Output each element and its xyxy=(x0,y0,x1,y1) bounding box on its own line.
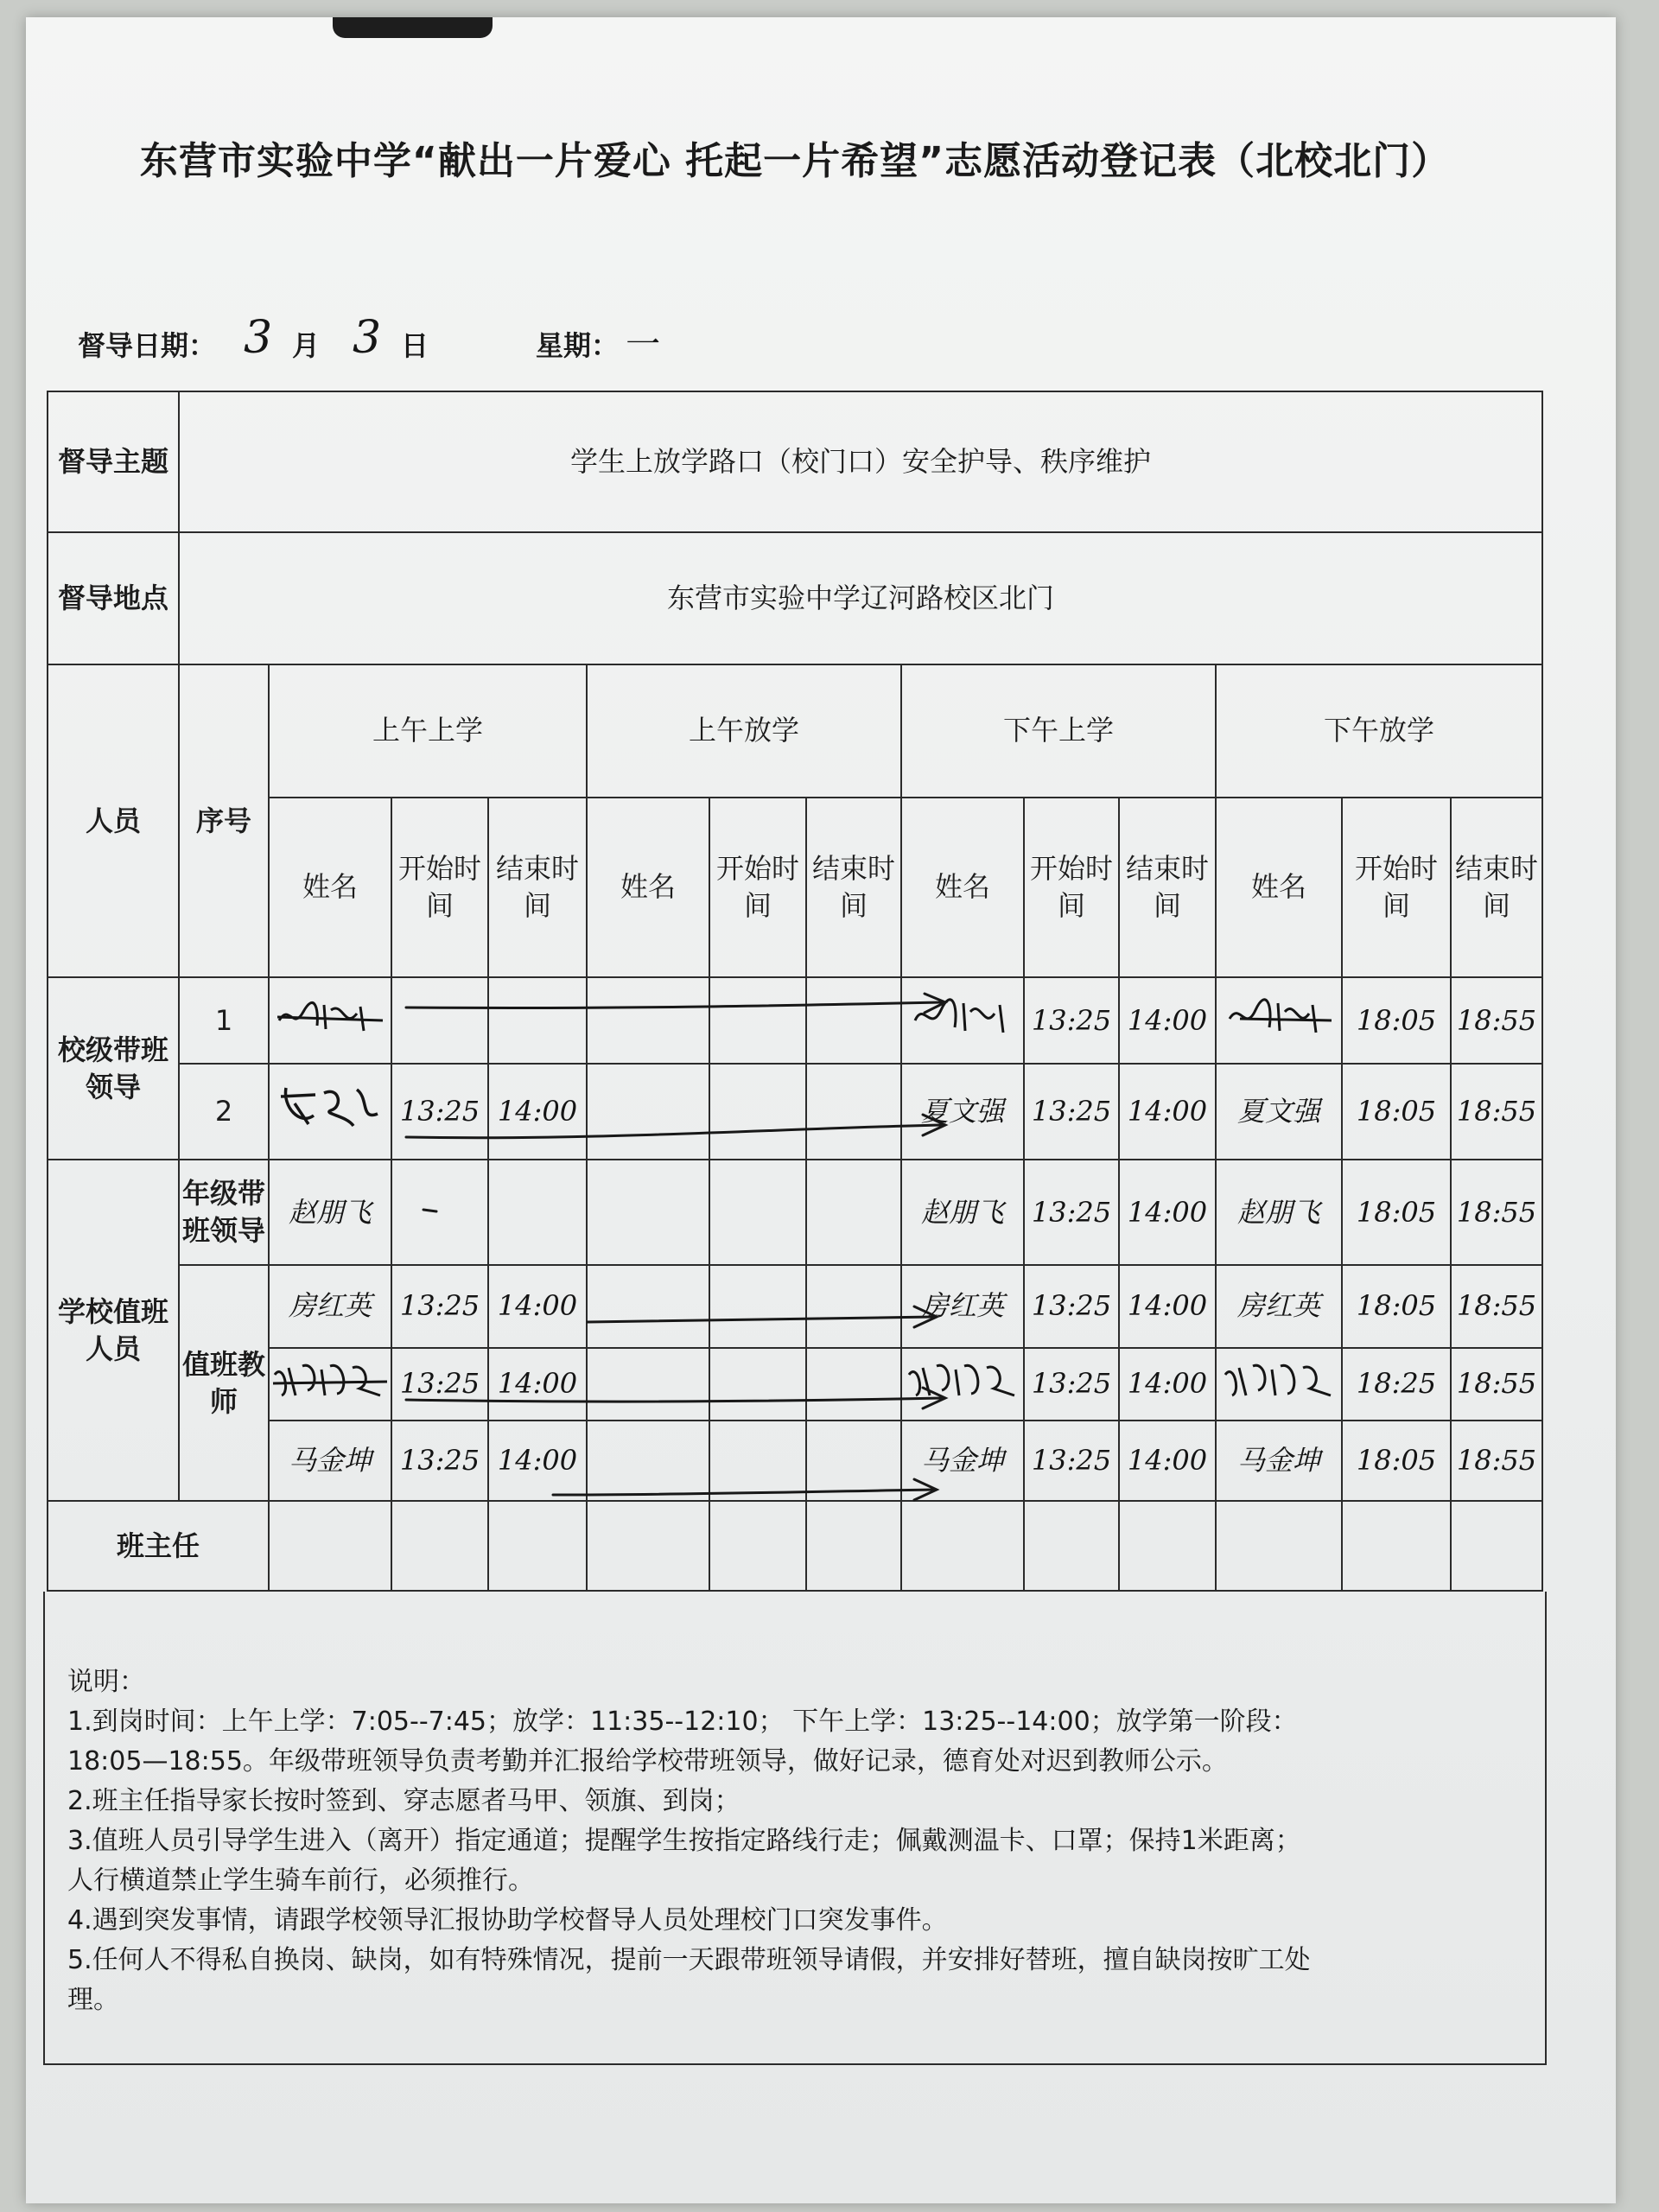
empty-cell xyxy=(709,1501,806,1591)
empty-cell xyxy=(806,1348,901,1421)
time-cell: 13:25 xyxy=(391,1348,488,1421)
time-cell: 13:25 xyxy=(1024,1348,1119,1421)
period-am-out: 上午放学 xyxy=(587,664,901,797)
time-cell: 13:25 xyxy=(1024,977,1119,1063)
signature-cell xyxy=(1216,1348,1342,1421)
time-cell: 14:00 xyxy=(488,1421,587,1501)
month-unit: 月 xyxy=(292,329,321,362)
time-cell xyxy=(391,977,488,1063)
col-name: 姓名 xyxy=(269,798,391,978)
time-cell: 14:00 xyxy=(1119,1064,1216,1160)
empty-cell xyxy=(709,1421,806,1501)
name-cell: 赵朋飞 xyxy=(901,1160,1024,1265)
registration-table xyxy=(47,391,1543,1592)
empty-cell xyxy=(709,1064,806,1160)
duty-staff-label: 学校值班人员 xyxy=(48,1160,179,1501)
name-cell: 房红英 xyxy=(901,1265,1024,1347)
time-cell: 18:55 xyxy=(1451,1064,1542,1160)
grade-leader-label: 年级带班领导 xyxy=(179,1160,269,1265)
handwritten-signature xyxy=(1218,1357,1339,1401)
handwritten-signature xyxy=(1223,995,1335,1038)
empty-cell xyxy=(709,1160,806,1265)
place-value: 东营市实验中学辽河路校区北门 xyxy=(179,532,1542,664)
empty-cell xyxy=(587,977,709,1063)
notes-line: 1.到岗时间：上午上学：7:05--7:45；放学：11:35--12:10； 下午上学：13:25--14:00；放学第一阶段： xyxy=(67,1707,1298,1737)
time-cell: 13:25 xyxy=(391,1064,488,1160)
signature-cell xyxy=(269,977,391,1063)
empty-cell xyxy=(1342,1501,1451,1591)
handwritten-signature xyxy=(906,995,1019,1038)
empty-cell xyxy=(709,1265,806,1347)
time-cell: 14:00 xyxy=(488,1265,587,1347)
empty-cell xyxy=(806,1501,901,1591)
col-start: 开始时间 xyxy=(1024,798,1119,978)
empty-cell xyxy=(806,1421,901,1501)
time-cell: 18:55 xyxy=(1451,1421,1542,1501)
period-pm-in: 下午上学 xyxy=(901,664,1216,797)
col-end: 结束时间 xyxy=(806,798,901,978)
theme-value: 学生上放学路口（校门口）安全护导、秩序维护 xyxy=(179,391,1542,532)
day-unit: 日 xyxy=(401,329,429,362)
time-cell: 14:00 xyxy=(1119,1348,1216,1421)
time-cell: 18:05 xyxy=(1342,1064,1451,1160)
empty-cell xyxy=(587,1265,709,1347)
time-cell: 14:00 xyxy=(1119,1265,1216,1347)
empty-cell xyxy=(391,1501,488,1591)
table-row xyxy=(48,1348,1542,1421)
time-cell: 13:25 xyxy=(1024,1421,1119,1501)
col-start: 开始时间 xyxy=(709,798,806,978)
row-seq: 2 xyxy=(179,1064,269,1160)
homeroom-label: 班主任 xyxy=(48,1501,269,1591)
period-am-in: 上午上学 xyxy=(269,664,587,797)
empty-cell xyxy=(1451,1501,1542,1591)
empty-cell xyxy=(587,1348,709,1421)
date-month: 3 xyxy=(244,312,273,364)
supervision-date-row xyxy=(52,312,1521,367)
time-cell: 14:00 xyxy=(1119,977,1216,1063)
period-pm-out: 下午放学 xyxy=(1216,664,1542,797)
time-cell: 18:05 xyxy=(1342,1160,1451,1265)
table-row xyxy=(48,1421,1542,1501)
empty-cell xyxy=(1216,1501,1342,1591)
time-cell: 13:25 xyxy=(1024,1160,1119,1265)
notes-line: 18:05—18:55。年级带班领导负责考勤并汇报给学校带班领导，做好记录，德育处对迟到教师公示。 xyxy=(67,1746,1228,1777)
personnel-label: 人员 xyxy=(48,664,179,977)
table-row xyxy=(48,1501,1542,1591)
name-cell: 马金坤 xyxy=(901,1421,1024,1501)
notes-line: 4.遇到突发事情，请跟学校领导汇报协助学校督导人员处理校门口突发事件。 xyxy=(67,1905,948,1936)
handwritten-signature xyxy=(274,995,386,1038)
empty-cell xyxy=(1024,1501,1119,1591)
name-cell: 赵朋飞 xyxy=(1216,1160,1342,1265)
form-title: 东营市实验中学“献出一片爱心 托起一片希望”志愿活动登记表（北校北门） xyxy=(139,139,1451,183)
signature-cell xyxy=(269,1064,391,1160)
time-cell: 18:55 xyxy=(1451,1160,1542,1265)
signature-cell xyxy=(1216,977,1342,1063)
time-cell: 13:25 xyxy=(391,1265,488,1347)
name-cell: 房红英 xyxy=(1216,1265,1342,1347)
notes-line: 3.值班人员引导学生进入（离开）指定通道；提醒学生按指定路线行走；佩戴测温卡、口罩；保持1米距离； xyxy=(67,1826,1301,1856)
col-name: 姓名 xyxy=(587,798,709,978)
notes-line: 理。 xyxy=(67,1985,119,2015)
empty-cell xyxy=(806,1064,901,1160)
time-cell: 13:25 xyxy=(1024,1064,1119,1160)
table-row xyxy=(48,977,1542,1063)
duty-teacher-label: 值班教师 xyxy=(179,1265,269,1501)
time-cell xyxy=(488,977,587,1063)
time-cell: 14:00 xyxy=(1119,1160,1216,1265)
col-end: 结束时间 xyxy=(488,798,587,978)
col-end: 结束时间 xyxy=(1451,798,1542,978)
row-seq: 1 xyxy=(179,977,269,1063)
time-cell: 18:55 xyxy=(1451,1265,1542,1347)
time-cell: 13:25 xyxy=(391,1421,488,1501)
notes-heading: 说明： xyxy=(67,1667,145,1697)
empty-cell xyxy=(806,1160,901,1265)
time-cell: 18:55 xyxy=(1451,1348,1542,1421)
seq-label: 序号 xyxy=(179,664,269,977)
time-cell xyxy=(391,1160,488,1265)
name-cell: 马金坤 xyxy=(269,1421,391,1501)
time-cell: 14:00 xyxy=(488,1348,587,1421)
col-start: 开始时间 xyxy=(391,798,488,978)
notes-line: 5.任何人不得私自换岗、缺岗，如有特殊情况，提前一天跟带班领导请假，并安排好替班，擅自缺岗按旷工处 xyxy=(67,1945,1311,1975)
col-name: 姓名 xyxy=(1216,798,1342,978)
time-cell: 18:55 xyxy=(1451,977,1542,1063)
instructions-block xyxy=(43,1592,1547,2065)
empty-cell xyxy=(709,977,806,1063)
signature-cell xyxy=(901,977,1024,1063)
col-start: 开始时间 xyxy=(1342,798,1451,978)
place-label: 督导地点 xyxy=(48,532,179,664)
time-cell: 14:00 xyxy=(1119,1421,1216,1501)
empty-cell xyxy=(269,1501,391,1591)
school-leader-label: 校级带班领导 xyxy=(48,977,179,1160)
signature-cell xyxy=(269,1348,391,1421)
time-cell: 14:00 xyxy=(488,1064,587,1160)
time-cell: 13:25 xyxy=(1024,1265,1119,1347)
col-name: 姓名 xyxy=(901,798,1024,978)
name-cell: 房红英 xyxy=(269,1265,391,1347)
empty-cell xyxy=(806,977,901,1063)
empty-cell xyxy=(1119,1501,1216,1591)
handwritten-signature xyxy=(902,1357,1023,1401)
name-cell: 夏文强 xyxy=(1216,1064,1342,1160)
empty-cell xyxy=(587,1501,709,1591)
handwritten-signature xyxy=(270,1357,391,1401)
date-label: 督导日期： xyxy=(78,329,217,362)
theme-label: 督导主题 xyxy=(48,391,179,532)
notes-line: 人行横道禁止学生骑车前行，必须推行。 xyxy=(67,1866,534,1896)
empty-cell xyxy=(587,1064,709,1160)
date-day: 3 xyxy=(353,312,382,364)
empty-cell xyxy=(806,1265,901,1347)
notes-line: 2.班主任指导家长按时签到、穿志愿者马甲、领旗、到岗； xyxy=(67,1786,741,1816)
empty-cell xyxy=(587,1421,709,1501)
time-cell: 18:05 xyxy=(1342,1421,1451,1501)
time-cell: 18:05 xyxy=(1342,1265,1451,1347)
empty-cell xyxy=(488,1501,587,1591)
table-row xyxy=(48,1160,1542,1265)
time-cell: 18:05 xyxy=(1342,977,1451,1063)
weekday-value: 一 xyxy=(622,325,657,365)
time-cell xyxy=(488,1160,587,1265)
handwritten-signature xyxy=(274,1081,386,1133)
empty-cell xyxy=(587,1160,709,1265)
empty-cell xyxy=(901,1501,1024,1591)
name-cell: 夏文强 xyxy=(901,1064,1024,1160)
name-cell: 马金坤 xyxy=(1216,1421,1342,1501)
table-row xyxy=(48,1265,1542,1347)
signature-cell xyxy=(901,1348,1024,1421)
binder-clip xyxy=(333,17,493,38)
col-end: 结束时间 xyxy=(1119,798,1216,978)
empty-cell xyxy=(709,1348,806,1421)
time-cell: 18:25 xyxy=(1342,1348,1451,1421)
table-row xyxy=(48,1064,1542,1160)
weekday-label: 星期： xyxy=(536,329,620,362)
name-cell: 赵朋飞 xyxy=(269,1160,391,1265)
